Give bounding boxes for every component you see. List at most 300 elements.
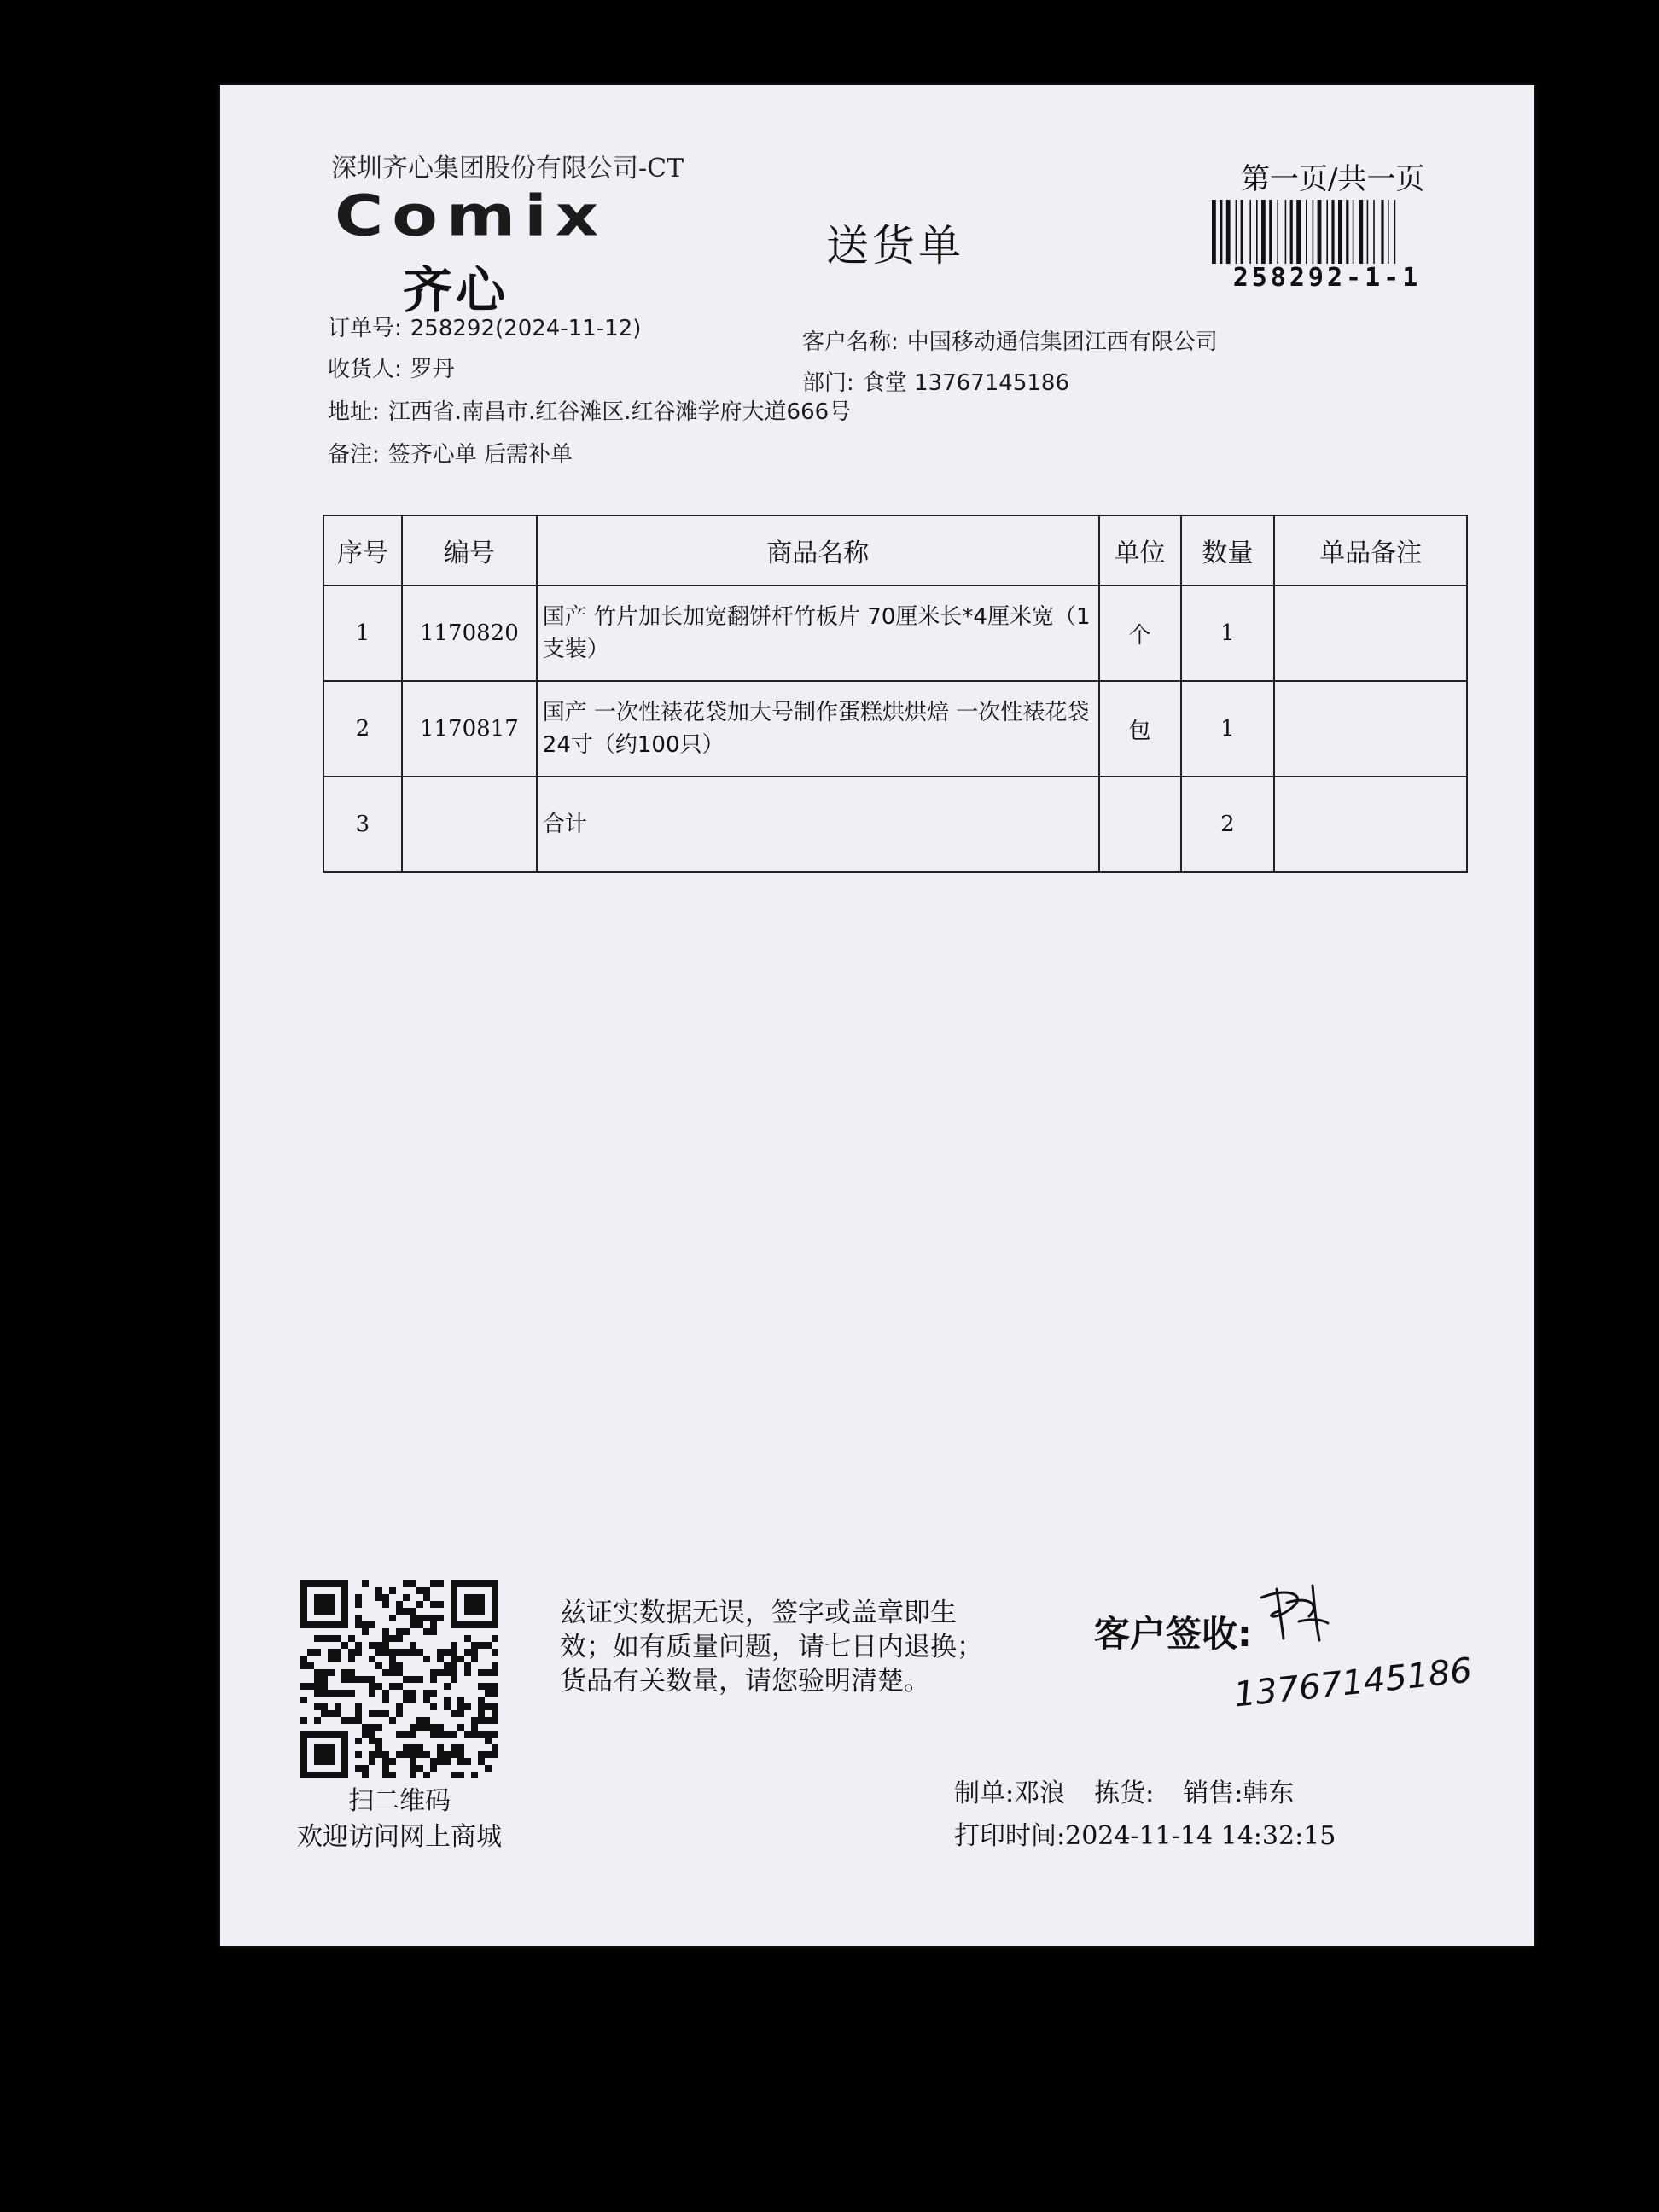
department-row [802, 365, 1069, 397]
qr-module [403, 1690, 410, 1697]
barcode-bar [1290, 200, 1293, 264]
qr-module [478, 1697, 485, 1703]
qr-module [403, 1580, 410, 1587]
customer-value: 中国移动通信集团江西有限公司 [906, 329, 1218, 355]
qr-module [416, 1587, 423, 1594]
qr-module [430, 1621, 437, 1628]
qr-module [375, 1587, 382, 1594]
qr-module [403, 1649, 410, 1656]
qr-module [396, 1731, 403, 1738]
qr-caption-line2: 欢迎访问网上商城 [297, 1822, 502, 1852]
qr-module [403, 1731, 410, 1738]
qr-module [355, 1601, 362, 1608]
qr-module [492, 1710, 498, 1717]
cell-unit: 包 [1099, 681, 1181, 777]
qr-module [348, 1690, 355, 1697]
qr-module [416, 1621, 423, 1628]
barcode-bar [1313, 200, 1314, 264]
qr-module [478, 1683, 485, 1690]
table-row [323, 681, 1467, 777]
cell-total-label: 合计 [537, 777, 1099, 872]
qr-module [355, 1710, 362, 1717]
qr-module [375, 1683, 382, 1690]
qr-module [464, 1703, 471, 1710]
qr-module [423, 1697, 430, 1703]
qr-module [321, 1690, 328, 1697]
cell-product-name: 国产 竹片加长加宽翻饼杆竹板片 70厘米长*4厘米宽（1支装） [537, 585, 1099, 681]
qr-module [430, 1615, 437, 1621]
qr-module [457, 1656, 464, 1662]
qr-module [430, 1690, 437, 1697]
header-seq: 序号 [323, 515, 402, 585]
qr-module [341, 1669, 348, 1676]
qr-module [389, 1758, 396, 1765]
qr-module [485, 1683, 492, 1690]
address-row [328, 394, 851, 426]
qr-module [328, 1656, 335, 1662]
qr-module [382, 1751, 389, 1758]
qr-module [416, 1751, 423, 1758]
qr-module [314, 1635, 321, 1642]
qr-module [471, 1724, 478, 1731]
qr-module [437, 1601, 444, 1608]
qr-module [416, 1765, 423, 1772]
qr-module [369, 1621, 375, 1628]
qr-module [423, 1751, 430, 1758]
qr-module [437, 1615, 444, 1621]
qr-module [471, 1717, 478, 1724]
qr-module [430, 1628, 437, 1635]
qr-module [423, 1717, 430, 1724]
qr-module [437, 1656, 444, 1662]
qr-module [444, 1703, 451, 1710]
qr-module [321, 1676, 328, 1683]
qr-module [300, 1662, 307, 1669]
qr-module [396, 1608, 403, 1615]
qr-module [369, 1738, 375, 1744]
qr-module [492, 1683, 498, 1690]
qr-module [457, 1772, 464, 1778]
qr-module [437, 1669, 444, 1676]
qr-module [430, 1758, 437, 1765]
cell-unit [1099, 777, 1181, 872]
maker-field: 制单:邓浪 [954, 1778, 1066, 1808]
order-number-row [328, 311, 641, 342]
qr-module [362, 1676, 369, 1683]
qr-module [423, 1587, 430, 1594]
department-label: 部门: [802, 370, 854, 396]
qr-module [362, 1772, 369, 1778]
barcode-bar [1256, 200, 1258, 264]
qr-module [403, 1594, 410, 1601]
qr-module [369, 1751, 375, 1758]
qr-module [348, 1676, 355, 1683]
qr-module [348, 1669, 355, 1676]
barcode-bar [1318, 200, 1322, 264]
qr-module [389, 1662, 396, 1669]
table-row-total [323, 777, 1467, 872]
qr-module [375, 1662, 382, 1669]
picker-field: 拣货: [1094, 1778, 1155, 1808]
qr-caption-line1: 扫二维码 [348, 1786, 451, 1816]
qr-module [362, 1580, 369, 1587]
qr-module [355, 1649, 362, 1656]
receiver-row [328, 352, 455, 383]
barcode-bar [1338, 200, 1342, 264]
qr-module [437, 1724, 444, 1731]
qr-module [307, 1662, 314, 1669]
qr-module [389, 1683, 396, 1690]
qr-module [430, 1703, 437, 1710]
barcode-bar [1241, 200, 1243, 264]
department-value: 食堂 13767145186 [862, 370, 1069, 396]
qr-module [396, 1669, 403, 1676]
barcode-bar [1226, 200, 1231, 264]
qr-module [485, 1690, 492, 1697]
qr-module [478, 1731, 485, 1738]
qr-module [382, 1642, 389, 1649]
address-value: 江西省.南昌市.红谷滩区.红谷滩学府大道666号 [387, 399, 852, 425]
qr-module [314, 1649, 321, 1656]
document-title: 送货单 [826, 221, 964, 271]
qr-module [355, 1676, 362, 1683]
qr-module [471, 1731, 478, 1738]
qr-module [430, 1724, 437, 1731]
qr-module [389, 1587, 396, 1594]
qr-module [471, 1656, 478, 1662]
qr-module [382, 1635, 389, 1642]
qr-module [444, 1751, 451, 1758]
qr-module [464, 1662, 471, 1669]
qr-module [451, 1649, 457, 1656]
qr-module [375, 1594, 382, 1601]
qr-module [410, 1751, 416, 1758]
qr-module [369, 1676, 375, 1683]
qr-module [457, 1703, 464, 1710]
qr-module [457, 1744, 464, 1751]
qr-module [430, 1765, 437, 1772]
qr-module [369, 1724, 375, 1731]
qr-module [314, 1703, 321, 1710]
qr-module [430, 1601, 437, 1608]
qr-module [314, 1744, 335, 1765]
barcode-bar [1353, 200, 1354, 264]
qr-module [321, 1635, 328, 1642]
qr-module [375, 1710, 382, 1717]
qr-module [410, 1649, 416, 1656]
barcode-bar [1346, 200, 1348, 264]
qr-module [348, 1717, 355, 1724]
qr-module [423, 1690, 430, 1697]
qr-module [410, 1772, 416, 1778]
qr-module [464, 1649, 471, 1656]
qr-module [451, 1662, 457, 1669]
qr-module [403, 1676, 410, 1683]
qr-module [328, 1710, 335, 1717]
qr-module [362, 1724, 369, 1731]
print-time: 打印时间:2024-11-14 14:32:15 [954, 1821, 1336, 1851]
header-item-note: 单品备注 [1274, 515, 1467, 585]
qr-module [389, 1772, 396, 1778]
qr-module [307, 1649, 314, 1656]
qr-module [328, 1649, 335, 1656]
qr-module [444, 1683, 451, 1690]
qr-module [389, 1635, 396, 1642]
qr-module [314, 1676, 321, 1683]
qr-module [341, 1676, 348, 1683]
barcode-bar [1394, 200, 1396, 264]
qr-module [382, 1710, 389, 1717]
qr-module [375, 1751, 382, 1758]
qr-module [485, 1703, 492, 1710]
header-unit: 单位 [1099, 515, 1181, 585]
company-name: 深圳齐心集团股份有限公司-CT [331, 154, 684, 183]
qr-module [355, 1738, 362, 1744]
qr-module [437, 1649, 444, 1656]
qr-module [437, 1580, 444, 1587]
qr-module [492, 1731, 498, 1738]
qr-module [457, 1710, 464, 1717]
qr-module [403, 1628, 410, 1635]
qr-module [335, 1690, 341, 1697]
qr-module [375, 1744, 382, 1751]
qr-module [369, 1683, 375, 1690]
logo-text-cn: 齐心 [403, 261, 509, 319]
barcode-bar [1212, 200, 1216, 264]
qr-module [451, 1751, 457, 1758]
sales-field: 销售:韩东 [1183, 1778, 1295, 1808]
qr-module [410, 1765, 416, 1772]
qr-module [375, 1738, 382, 1744]
qr-module [416, 1676, 423, 1683]
qr-code-icon [300, 1580, 498, 1778]
qr-module [382, 1772, 389, 1778]
cell-code: 1170820 [402, 585, 537, 681]
qr-module [382, 1690, 389, 1697]
cell-code: 1170817 [402, 681, 537, 777]
barcode-bar [1277, 200, 1278, 264]
cell-seq: 3 [323, 777, 402, 872]
qr-module [328, 1690, 335, 1697]
qr-module [492, 1669, 498, 1676]
qr-module [362, 1628, 369, 1635]
barcode-bar [1269, 200, 1272, 264]
qr-module [485, 1642, 492, 1649]
qr-module [457, 1751, 464, 1758]
qr-module [444, 1649, 451, 1656]
qr-module [437, 1731, 444, 1738]
qr-module [314, 1594, 335, 1615]
customer-row [802, 324, 1218, 356]
qr-module [355, 1765, 362, 1772]
cell-quantity: 1 [1181, 681, 1275, 777]
qr-module [314, 1669, 321, 1676]
qr-module [457, 1724, 464, 1731]
qr-module [416, 1615, 423, 1621]
qr-module [403, 1608, 410, 1615]
cell-note [1274, 585, 1467, 681]
qr-module [478, 1758, 485, 1765]
qr-module [396, 1628, 403, 1635]
barcode-bar [1249, 200, 1251, 264]
cell-note [1274, 777, 1467, 872]
qr-module [416, 1724, 423, 1731]
header-product-name: 商品名称 [537, 515, 1099, 585]
qr-module [451, 1744, 457, 1751]
qr-module [348, 1656, 355, 1662]
qr-module [369, 1710, 375, 1717]
qr-module [492, 1751, 498, 1758]
header-quantity: 数量 [1181, 515, 1275, 585]
qr-module [444, 1758, 451, 1765]
customer-label: 客户名称: [802, 329, 899, 355]
qr-module [451, 1772, 457, 1778]
qr-module [464, 1635, 471, 1642]
barcode-bar [1236, 200, 1237, 264]
qr-module [410, 1697, 416, 1703]
qr-module [478, 1703, 485, 1710]
qr-module [396, 1703, 403, 1710]
qr-module [341, 1690, 348, 1697]
table-row [323, 585, 1467, 681]
signature-phone: 13767145186 [1231, 1650, 1474, 1715]
qr-module [437, 1744, 444, 1751]
receiver-value: 罗丹 [410, 357, 455, 382]
qr-module [464, 1594, 485, 1615]
qr-module [410, 1690, 416, 1697]
barcode-bar [1261, 200, 1266, 264]
qr-module [328, 1635, 335, 1642]
qr-module [300, 1697, 307, 1703]
qr-module [369, 1758, 375, 1765]
qr-module [423, 1772, 430, 1778]
qr-module [396, 1601, 403, 1608]
qr-module [471, 1649, 478, 1656]
qr-module [389, 1669, 396, 1676]
header-code: 编号 [402, 515, 537, 585]
qr-module [341, 1642, 348, 1649]
qr-module [389, 1649, 396, 1656]
cell-code [402, 777, 537, 872]
qr-module [410, 1621, 416, 1628]
barcode-bar [1373, 200, 1375, 264]
qr-module [492, 1662, 498, 1669]
delivery-note-sheet [220, 85, 1534, 1946]
qr-module [410, 1724, 416, 1731]
qr-module [300, 1656, 307, 1662]
qr-module [410, 1642, 416, 1649]
qr-module [307, 1683, 314, 1690]
qr-module [451, 1710, 457, 1717]
qr-module [416, 1717, 423, 1724]
qr-module [396, 1635, 403, 1642]
footer-staff-row [954, 1772, 1323, 1809]
qr-module [369, 1642, 375, 1649]
qr-module [396, 1662, 403, 1669]
receiver-label: 收货人: [328, 357, 402, 382]
qr-module [410, 1758, 416, 1765]
qr-module [335, 1703, 341, 1710]
qr-module [355, 1751, 362, 1758]
qr-module [451, 1676, 457, 1683]
cell-quantity: 1 [1181, 585, 1275, 681]
qr-module [362, 1621, 369, 1628]
qr-module [355, 1594, 362, 1601]
qr-module [375, 1649, 382, 1656]
qr-module [430, 1731, 437, 1738]
address-label: 地址: [328, 399, 380, 425]
qr-module [444, 1669, 451, 1676]
cell-total-quantity: 2 [1181, 777, 1275, 872]
qr-module [410, 1731, 416, 1738]
qr-module [464, 1731, 471, 1738]
qr-module [314, 1690, 321, 1697]
qr-module [321, 1703, 328, 1710]
barcode-bar [1285, 200, 1287, 264]
qr-module [382, 1765, 389, 1772]
qr-module [485, 1669, 492, 1676]
qr-module [457, 1697, 464, 1703]
qr-module [464, 1758, 471, 1765]
barcode-bar [1381, 200, 1383, 264]
qr-module [492, 1703, 498, 1710]
qr-module [410, 1608, 416, 1615]
qr-module [416, 1601, 423, 1608]
qr-module [389, 1656, 396, 1662]
qr-module [410, 1615, 416, 1621]
cell-unit: 个 [1099, 585, 1181, 681]
qr-module [341, 1717, 348, 1724]
qr-module [471, 1642, 478, 1649]
qr-module [382, 1758, 389, 1765]
page-indicator: 第一页/共一页 [1241, 162, 1425, 196]
qr-module [375, 1642, 382, 1649]
cell-product-name: 国产 一次性裱花袋加大号制作蛋糕烘烘焙 一次性裱花袋24寸（约100只） [537, 681, 1099, 777]
qr-module [403, 1744, 410, 1751]
qr-module [355, 1717, 362, 1724]
qr-module [321, 1710, 328, 1717]
qr-module [328, 1669, 335, 1676]
qr-module [423, 1628, 430, 1635]
qr-module [430, 1669, 437, 1676]
qr-module [444, 1731, 451, 1738]
qr-module [403, 1697, 410, 1703]
qr-module [382, 1649, 389, 1656]
qr-module [389, 1717, 396, 1724]
qr-module [451, 1656, 457, 1662]
cell-note [1274, 681, 1467, 777]
qr-module [314, 1683, 321, 1690]
qr-module [369, 1731, 375, 1738]
qr-module [444, 1662, 451, 1669]
qr-module [410, 1744, 416, 1751]
barcode-bar [1388, 200, 1389, 264]
qr-module [300, 1717, 307, 1724]
qr-module [396, 1649, 403, 1656]
qr-module [335, 1635, 341, 1642]
qr-module [451, 1669, 457, 1676]
qr-module [423, 1656, 430, 1662]
cell-seq: 1 [323, 585, 402, 681]
qr-module [430, 1580, 437, 1587]
qr-module [335, 1656, 341, 1662]
qr-module [430, 1676, 437, 1683]
remark-label: 备注: [328, 442, 380, 468]
qr-module [382, 1601, 389, 1608]
qr-module [396, 1710, 403, 1717]
qr-module [410, 1580, 416, 1587]
qr-module [355, 1703, 362, 1710]
